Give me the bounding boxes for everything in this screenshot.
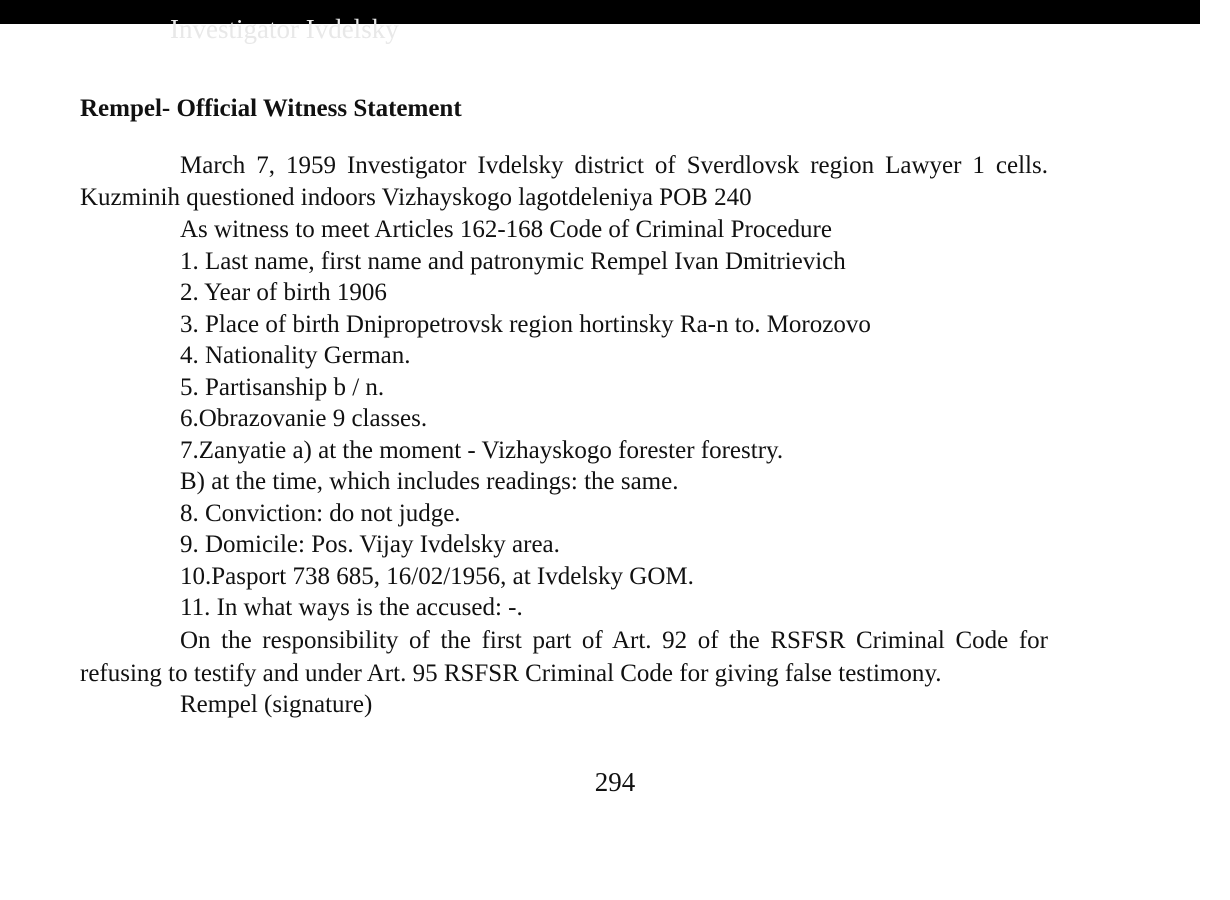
item-occupation-past: B) at the time, which includes readings: the same. xyxy=(180,468,679,495)
item-place-of-birth: 3. Place of birth Dnipropetrovsk region hortinsky Ra-n to. Morozovo xyxy=(180,310,871,338)
document-title: Rempel- Official Witness Statement xyxy=(80,95,462,122)
item-partisanship: 5. Partisanship b / n. xyxy=(180,373,385,401)
responsibility-paragraph: On the responsibility of the first part of Art. 92 of the RSFSR Criminal Code for refusing to testify and under Art. 95 RSFSR Criminal Code for giving false testimony. xyxy=(80,626,1048,687)
cropped-previous-line xyxy=(170,8,570,44)
document-page xyxy=(80,94,1048,720)
statement-items xyxy=(80,214,1048,624)
item-full-name: 1. Last name, first name and patronymic Rempel Ivan Dmitrievich xyxy=(180,247,846,275)
item-domicile: 9. Domicile: Pos. Vijay Ivdelsky area. xyxy=(180,531,560,558)
item-witness-articles: As witness to meet Articles 162-168 Code of Criminal Procedure xyxy=(180,216,832,243)
item-occupation-current: 7.Zanyatie a) at the moment - Vizhayskogo forester forestry. xyxy=(180,436,784,464)
item-education: 6.Obrazovanie 9 classes. xyxy=(180,405,428,432)
item-year-of-birth: 2. Year of birth 1906 xyxy=(180,279,387,306)
item-conviction: 8. Conviction: do not judge. xyxy=(180,499,461,527)
page-number: 294 xyxy=(594,767,636,797)
item-relation-to-accused: 11. In what ways is the accused: -. xyxy=(180,594,523,621)
signature-line: Rempel (signature) xyxy=(180,690,373,718)
item-nationality: 4. Nationality German. xyxy=(180,342,411,369)
top-black-bar xyxy=(0,0,1200,44)
intro-paragraph: March 7, 1959 Investigator Ivdelsky district of Sverdlovsk region Lawyer 1 cells. Kuzminih questioned indoors Vizhayskogo lagotdeleniya POB 240 xyxy=(80,152,1048,211)
cropped-text-fragment: Investigator Ivdelsky xyxy=(170,14,399,44)
item-passport: 10.Pasport 738 685, 16/02/1956, at Ivdelsky GOM. xyxy=(180,562,694,590)
